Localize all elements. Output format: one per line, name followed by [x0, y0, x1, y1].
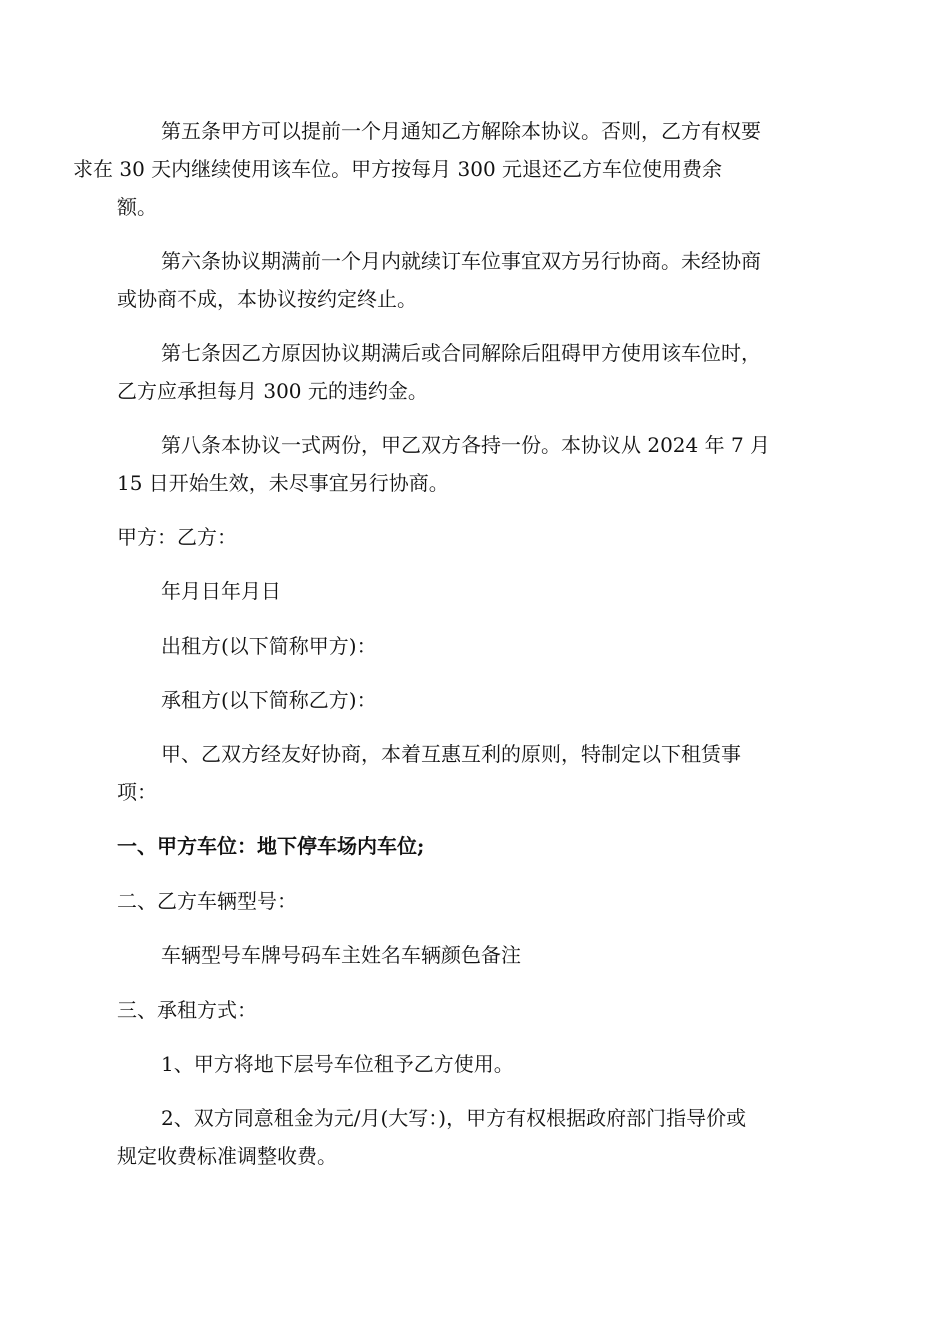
- text-line: 二、乙方车辆型号：: [117, 889, 297, 913]
- section-1-heading: [117, 827, 833, 865]
- section-2-heading: [117, 882, 833, 920]
- text-line: 1、甲方将地下层号车位租予乙方使用。: [161, 1052, 514, 1076]
- item-1-paragraph: [117, 1045, 833, 1083]
- parties-signature-line: [117, 518, 833, 556]
- text-line: 甲方：乙方：: [117, 525, 237, 549]
- text-line: 承租方(以下简称乙方)：: [161, 688, 377, 712]
- text-line: 乙方应承担每月 300 元的违约金。: [117, 379, 428, 403]
- article-6-paragraph: [117, 242, 833, 318]
- lessee-line: [117, 681, 833, 719]
- text-line: 第六条协议期满前一个月内就续订车位事宜双方另行协商。未经协商: [161, 249, 761, 273]
- text-line: 第七条因乙方原因协议期满后或合同解除后阻碍甲方使用该车位时，: [161, 341, 761, 365]
- text-line: 出租方(以下简称甲方)：: [161, 634, 377, 658]
- text-line: 15 日开始生效，未尽事宜另行协商。: [117, 471, 449, 495]
- item-2-paragraph: [117, 1099, 833, 1175]
- intro-paragraph: [117, 735, 833, 811]
- text-line: 年月日年月日: [161, 579, 281, 603]
- text-line: 第八条本协议一式两份，甲乙双方各持一份。本协议从 2024 年 7 月: [161, 433, 771, 457]
- text-line: 或协商不成，本协议按约定终止。: [117, 287, 417, 311]
- text-line: 2、双方同意租金为元/月(大写：)，甲方有权根据政府部门指导价或: [161, 1106, 747, 1130]
- signature-dates-line: [117, 572, 833, 610]
- text-line: 额。: [117, 195, 157, 219]
- text-line: 甲、乙双方经友好协商，本着互惠互利的原则，特制定以下租赁事: [161, 742, 741, 766]
- text-line: 项：: [117, 780, 157, 804]
- text-line: 一、甲方车位：地下停车场内车位;: [117, 834, 425, 858]
- article-7-paragraph: [117, 334, 833, 410]
- article-8-paragraph: [117, 426, 833, 502]
- text-line: 第五条甲方可以提前一个月通知乙方解除本协议。否则，乙方有权要: [161, 119, 761, 143]
- article-5-paragraph: [73, 112, 833, 226]
- vehicle-columns-line: [117, 936, 833, 974]
- lessor-line: [117, 627, 833, 665]
- text-line: 车辆型号车牌号码车主姓名车辆颜色备注: [161, 943, 521, 967]
- section-3-heading: [117, 991, 833, 1029]
- text-line: 求在 30 天内继续使用该车位。甲方按每月 300 元退还乙方车位使用费余: [73, 157, 723, 181]
- text-line: 三、承租方式：: [117, 998, 257, 1022]
- text-line: 规定收费标准调整收费。: [117, 1144, 337, 1168]
